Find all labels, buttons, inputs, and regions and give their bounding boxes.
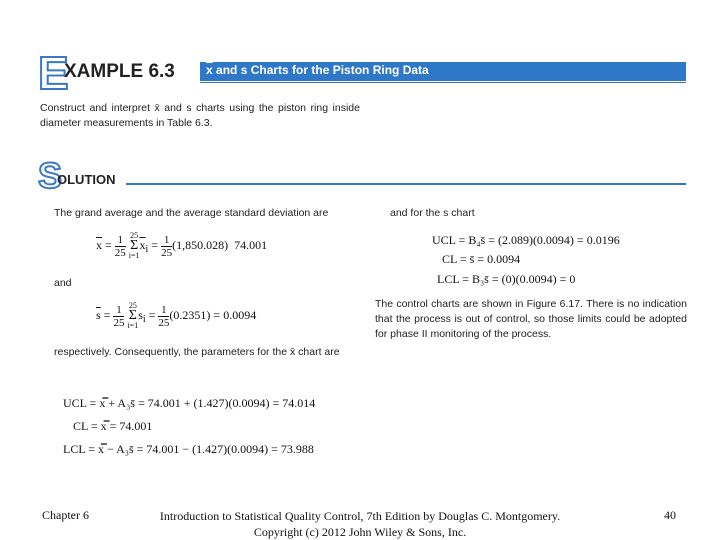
fraction-numerator: 1: [113, 304, 124, 317]
sum-lower: i=1: [128, 251, 140, 260]
xbar-lcl-equation: LCL = x̿ − A₃s̄ = 74.001 − (1.427)(0.0094) = 73.988: [63, 442, 314, 456]
respectively-text: respectively. Consequently, the parameters for the x̄ chart are: [54, 346, 340, 358]
fraction-numerator: 1: [161, 234, 172, 247]
s-lcl-equation: LCL = B₃s̄ = (0)(0.0094) = 0: [437, 272, 576, 286]
solution-label: OLUTION: [57, 172, 116, 187]
fraction-numerator: 1: [115, 234, 126, 247]
solution-rule: [126, 183, 686, 185]
equation-value: (1,850.028): [172, 237, 229, 252]
sbar-symbol: $\overline{s}$: [96, 307, 101, 322]
fraction-denominator: 25: [161, 246, 173, 259]
solution-big-letter: S: [38, 155, 63, 196]
avg-stdev-equation: $\overline{s}$ = $\frac{1}{25}$ 25 Σ $i=1s_i$ = $\frac{1}{25}$ (0.2351) = 0.0094: [96, 301, 257, 330]
s-chart-intro: and for the s chart: [390, 207, 475, 219]
summation-symbol: 25 Σ i=1: [128, 231, 140, 260]
fraction: [115, 234, 126, 259]
footer-citation: [150, 508, 570, 540]
citation-line-2: Copyright (c) 2012 John Wiley & Sons, Inc.: [253, 525, 467, 539]
fraction-numerator: 1: [158, 304, 169, 317]
s-ucl-equation: UCL = B₄s̄ = (2.089)(0.0094) = 0.0196: [432, 233, 620, 247]
chapter-label: Chapter 6: [42, 508, 89, 522]
fraction-denominator: 25: [113, 316, 125, 329]
equation-result: = 0.0094: [213, 307, 257, 322]
fraction: [161, 234, 172, 259]
fraction: [158, 304, 169, 329]
problem-statement: Construct and interpret x̄ and s charts using the piston ring inside diameter measurements in Table 6.3.: [40, 102, 360, 129]
sum-upper: 25: [128, 301, 137, 310]
conclusion-text: The control charts are shown in Figure 6.17. There is no indication that the process is out of control, so those limits could be adopted for phase II monitoring of the process.: [375, 298, 687, 340]
example-big-letter: E: [38, 47, 69, 99]
solution-intro: The grand average and the average standard deviation are: [54, 207, 329, 219]
sum-term: s: [138, 307, 143, 322]
sum-term: $\overline{x}$: [139, 237, 146, 252]
example-title-bar: [200, 62, 686, 81]
grand-average-equation: $\overline{x}$ = $\frac{1}{25}$ 25 Σ $i=1\overline{x}_i$ = $\frac{1}{25}$ (1,850.028) 74.001: [96, 231, 268, 260]
example-title: [206, 63, 429, 77]
s-cl-equation: CL = s̄ = 0.0094: [442, 252, 521, 266]
example-label: XAMPLE 6.3: [64, 61, 175, 82]
summation-symbol: 25 Σ i=1: [127, 301, 139, 330]
fraction-denominator: 25: [158, 316, 170, 329]
title-text: and s Charts for the Piston Ring Data: [212, 63, 429, 77]
header-rule: [200, 82, 686, 83]
and-text: and: [54, 277, 72, 289]
sum-subscript: i: [142, 314, 146, 326]
title-xbar: $\overline{x}$: [206, 63, 213, 77]
sum-lower: i=1: [127, 321, 139, 330]
sum-upper: 25: [130, 231, 139, 240]
citation-line-1: Introduction to Statistical Quality Control, 7th Edition by Douglas C. Montgomery.: [159, 509, 561, 523]
fraction-denominator: 25: [114, 246, 126, 259]
xbar-cl-equation: CL = x̿ = 74.001: [73, 419, 153, 433]
sum-subscript: i: [145, 244, 149, 256]
xbar-ucl-equation: UCL = x̿ + A₃s̄ = 74.001 + (1.427)(0.0094) = 74.014: [63, 396, 316, 410]
equation-result: 74.001: [234, 237, 268, 252]
page-number: 40: [664, 508, 676, 522]
fraction: [113, 304, 124, 329]
equation-value: (0.2351): [169, 307, 211, 322]
xbarbar-symbol: $\overline{x}$: [96, 237, 102, 252]
